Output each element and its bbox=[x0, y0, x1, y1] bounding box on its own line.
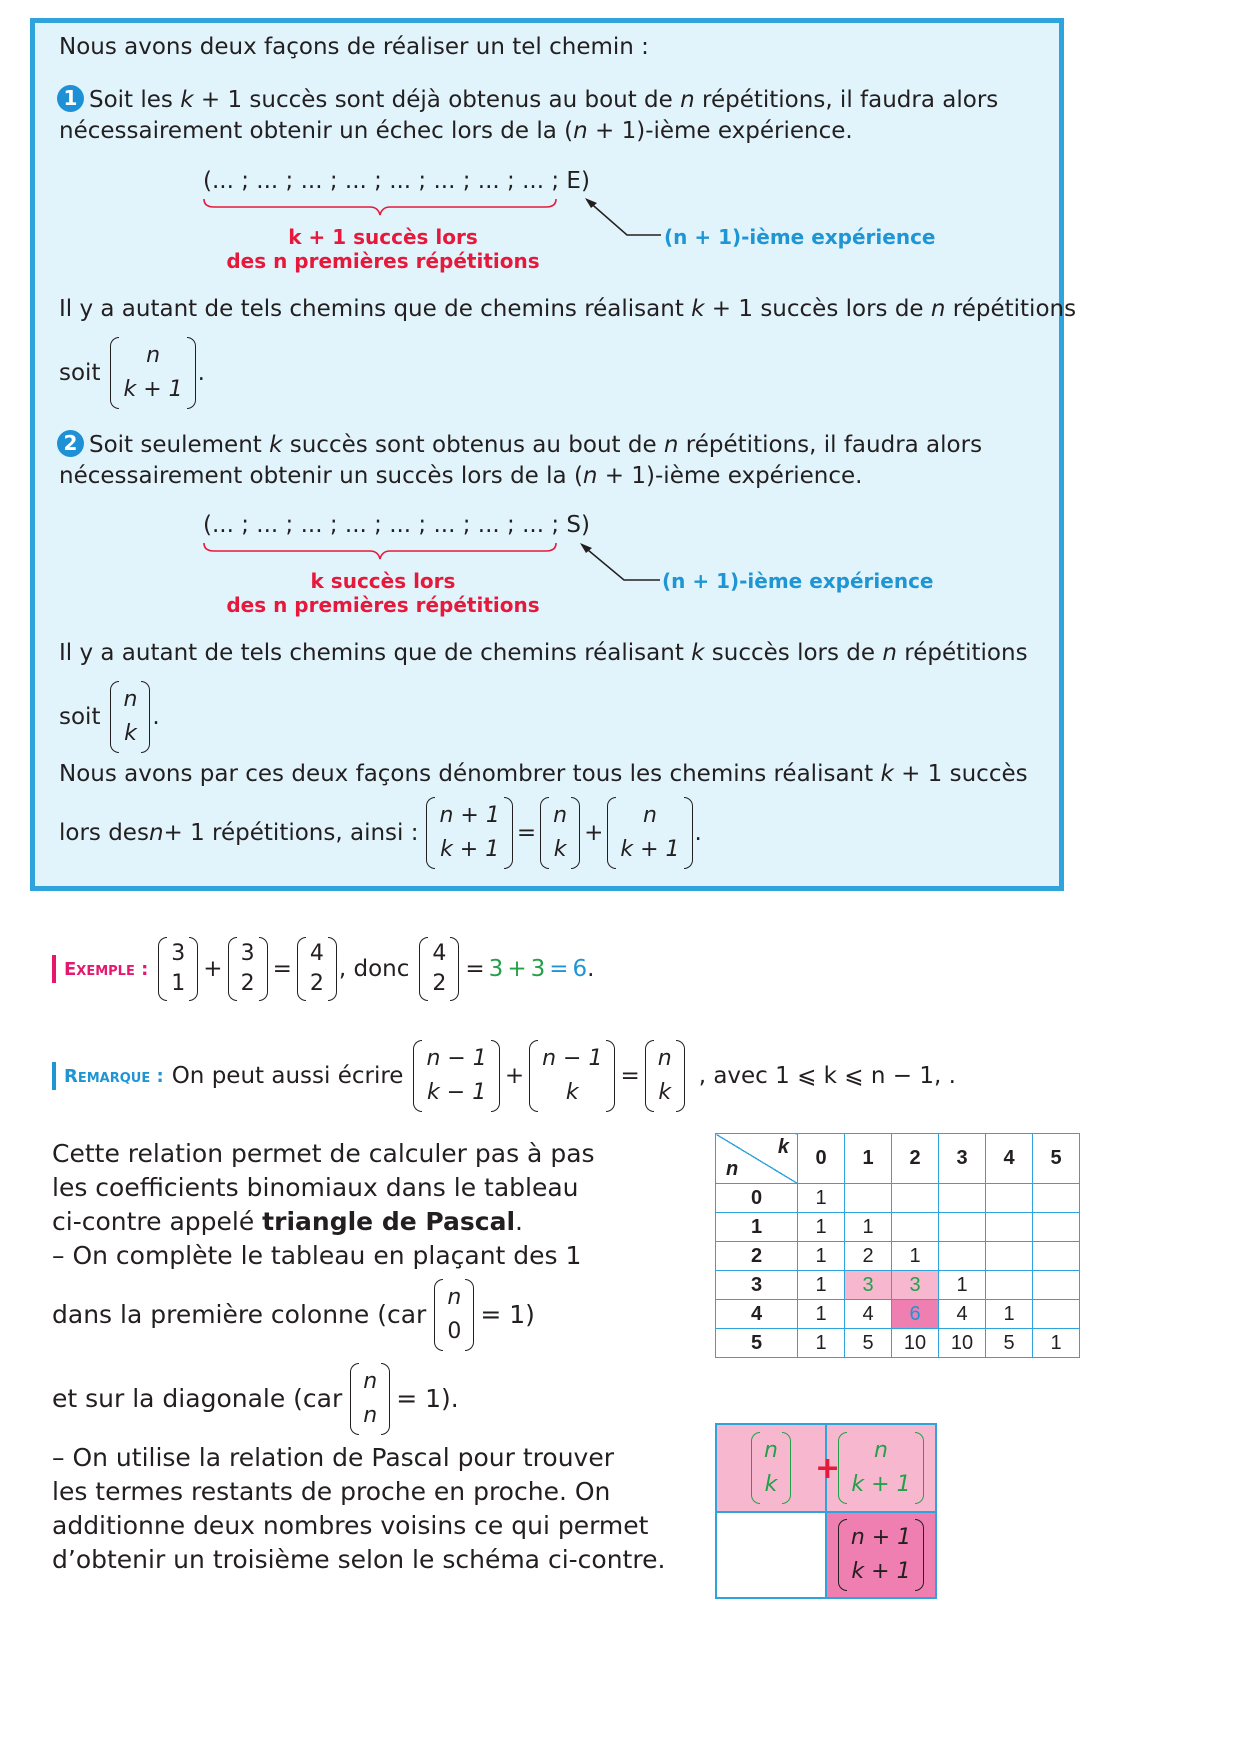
pascal-cell: 1 bbox=[798, 1184, 845, 1213]
pascal-cell: 1 bbox=[1033, 1329, 1080, 1358]
case2-count: Il y a autant de tels chemins que de chemins réalisant k succès lors de n répétitions bbox=[59, 640, 1028, 666]
box-intro: Nous avons deux façons de réaliser un tel chemin : bbox=[59, 34, 649, 60]
pascal-cell bbox=[1033, 1271, 1080, 1300]
case1-sequence: (... ; ... ; ... ; ... ; ... ; ... ; ... ; ... ; E) bbox=[203, 168, 590, 194]
schema-plus: + bbox=[815, 1451, 841, 1486]
pascal-cell: 1 bbox=[798, 1271, 845, 1300]
pascal-col-header: 2 bbox=[892, 1134, 939, 1184]
pascal-cell: 5 bbox=[845, 1329, 892, 1358]
exemple-tag: Exemple : bbox=[64, 958, 149, 980]
pascal-row-header: 4 bbox=[716, 1300, 798, 1329]
pascal-cell bbox=[845, 1184, 892, 1213]
pascal-row-header: 1 bbox=[716, 1213, 798, 1242]
case2-arrow-label: (n + 1)-ième expérience bbox=[662, 569, 934, 593]
pascal-cell bbox=[939, 1213, 986, 1242]
pascal-row bbox=[716, 1329, 1080, 1358]
pascal-col-header: 4 bbox=[986, 1134, 1033, 1184]
pascal-formula: lors des n + 1 répétitions, ainsi : n + 1 k + 1 = n k + n k + 1 . bbox=[59, 797, 702, 869]
case1-arrow-icon bbox=[583, 196, 663, 240]
pascal-row-header: 5 bbox=[716, 1329, 798, 1358]
pascal-cell: 1 bbox=[798, 1242, 845, 1271]
pascal-cell: 10 bbox=[892, 1329, 939, 1358]
body-text: Cette relation permet de calculer pas à pas les coefficients binomiaux dans le tableau ci-contre appelé triangle de Pascal. – On complète le tableau en plaçant des 1 dans la première colonne (car n 0 = 1) et sur la diagonale (car n n = 1). – On utilise la relation de Pascal pour trouver les termes restants de proche en proche. On additionne deux nombres voisins ce qui permet d’obtenir un troisième selon le schéma ci-contre. bbox=[52, 1139, 666, 1574]
remarque: Remarque : On peut aussi écrire n − 1 k − 1 + n − 1 k = n k , avec 1 ⩽ k ⩽ n − 1, . bbox=[52, 1040, 956, 1112]
pascal-cell bbox=[1033, 1242, 1080, 1271]
pascal-cell: 4 bbox=[939, 1300, 986, 1329]
pascal-row bbox=[716, 1242, 1080, 1271]
pascal-col-header: 1 bbox=[845, 1134, 892, 1184]
pascal-cell: 1 bbox=[892, 1242, 939, 1271]
remarque-bar bbox=[52, 1062, 56, 1090]
pascal-triangle-table bbox=[715, 1133, 1080, 1358]
pascal-cell: 10 bbox=[939, 1329, 986, 1358]
pascal-schema bbox=[715, 1423, 937, 1599]
case2-line2: nécessairement obtenir un succès lors de la (n + 1)-ième expérience. bbox=[59, 463, 863, 489]
badge-1-icon: 1 bbox=[57, 85, 84, 112]
pascal-cell: 1 bbox=[986, 1300, 1033, 1329]
pascal-cell: 2 bbox=[845, 1242, 892, 1271]
pascal-n-label: n bbox=[726, 1158, 739, 1180]
case2-brace-icon bbox=[200, 541, 560, 563]
case1-count: Il y a autant de tels chemins que de chemins réalisant k + 1 succès lors de n répétitions bbox=[59, 296, 1077, 322]
pascal-row-header: 2 bbox=[716, 1242, 798, 1271]
pascal-cell: 6 bbox=[892, 1300, 939, 1329]
pascal-cell bbox=[892, 1184, 939, 1213]
exemple: Exemple : 3 1 + 3 2 = 4 2 , donc 4 2 = 3 + 3 = 6 . bbox=[52, 937, 594, 1001]
pascal-cell: 1 bbox=[798, 1213, 845, 1242]
pascal-row-header: 0 bbox=[716, 1184, 798, 1213]
pascal-cell: 5 bbox=[986, 1329, 1033, 1358]
pascal-cell bbox=[1033, 1300, 1080, 1329]
pascal-cell: 1 bbox=[939, 1271, 986, 1300]
conclusion-line1: Nous avons par ces deux façons dénombrer tous les chemins réalisant k + 1 succès bbox=[59, 761, 1028, 787]
pascal-cell: 1 bbox=[798, 1329, 845, 1358]
pascal-cell bbox=[939, 1242, 986, 1271]
pascal-cell: 3 bbox=[845, 1271, 892, 1300]
case1-line2: nécessairement obtenir un échec lors de la (n + 1)-ième expérience. bbox=[59, 118, 853, 144]
schema-cell-empty bbox=[717, 1513, 827, 1597]
pascal-row-header: 3 bbox=[716, 1271, 798, 1300]
case2-arrow-icon bbox=[578, 541, 662, 585]
pascal-col-header: 5 bbox=[1033, 1134, 1080, 1184]
exemple-bar bbox=[52, 955, 56, 983]
pascal-cell: 1 bbox=[845, 1213, 892, 1242]
pascal-cell bbox=[986, 1242, 1033, 1271]
pascal-cell: 3 bbox=[892, 1271, 939, 1300]
pascal-cell bbox=[1033, 1184, 1080, 1213]
pascal-cell bbox=[986, 1213, 1033, 1242]
pascal-cell bbox=[1033, 1213, 1080, 1242]
remarque-tag: Remarque : bbox=[64, 1065, 164, 1087]
badge-2-icon: 2 bbox=[57, 430, 84, 457]
binom-n-k: n k bbox=[110, 681, 150, 753]
pascal-row bbox=[716, 1271, 1080, 1300]
case1-brace-icon bbox=[200, 197, 560, 219]
pascal-cell: 4 bbox=[845, 1300, 892, 1329]
case2-brace-label: k succès lors des n premières répétitions bbox=[226, 569, 540, 617]
case2-sequence: (... ; ... ; ... ; ... ; ... ; ... ; ... ; ... ; S) bbox=[203, 512, 590, 538]
pascal-row bbox=[716, 1213, 1080, 1242]
pascal-corner-cell bbox=[716, 1134, 798, 1184]
schema-cell-c: n + 1 k + 1 bbox=[827, 1513, 935, 1597]
case2-line1: 2 Soit seulement k succès sont obtenus au bout de n répétitions, il faudra alors bbox=[57, 430, 982, 458]
pascal-k-label: k bbox=[777, 1136, 789, 1158]
schema-cell-a: n k bbox=[717, 1425, 827, 1513]
case1-arrow-label: (n + 1)-ième expérience bbox=[664, 225, 936, 249]
case1-brace-label: k + 1 succès lors des n premières répétitions bbox=[226, 225, 540, 273]
pascal-cell: 1 bbox=[798, 1300, 845, 1329]
pascal-cell bbox=[986, 1271, 1033, 1300]
case1-line1: 1 Soit les k + 1 succès sont déjà obtenus au bout de n répétitions, il faudra alors bbox=[57, 85, 998, 113]
pascal-header-row bbox=[716, 1134, 1080, 1184]
pascal-col-header: 0 bbox=[798, 1134, 845, 1184]
case1-soit: soit n k + 1 . bbox=[59, 337, 205, 409]
pascal-cell bbox=[939, 1184, 986, 1213]
pascal-col-header: 3 bbox=[939, 1134, 986, 1184]
pascal-row bbox=[716, 1300, 1080, 1329]
case2-soit: soit n k . bbox=[59, 681, 160, 753]
binom-n-k-plus-1: n k + 1 bbox=[110, 337, 195, 409]
pascal-cell bbox=[986, 1184, 1033, 1213]
pascal-row bbox=[716, 1184, 1080, 1213]
pascal-cell bbox=[892, 1213, 939, 1242]
schema-cell-b: n k + 1 bbox=[827, 1425, 935, 1513]
